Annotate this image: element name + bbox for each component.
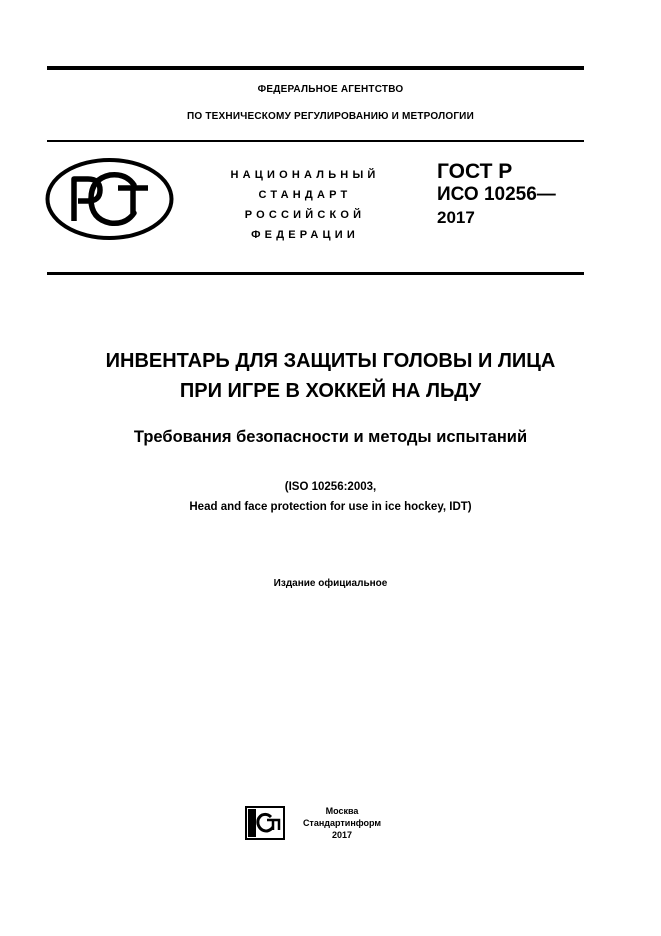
header-rule [47,140,584,142]
standard-label-line-2: СТАНДАРТ [258,189,352,201]
publisher-info [292,805,392,841]
agency-line-1: ФЕДЕРАЛЬНОЕ АГЕНТСТВО [257,84,404,95]
rst-logo-icon [44,157,175,241]
standard-code-line-1: ГОСТ Р [437,160,513,183]
iso-reference-line-2: Head and face protection for use in ice hockey, IDT) [189,501,472,513]
standard-label-line-4: ФЕДЕРАЦИИ [251,229,359,241]
standard-code-line-2: ИСО 10256— [437,184,556,205]
top-rule [47,66,584,70]
standard-label-line-1: НАЦИОНАЛЬНЫЙ [230,169,380,181]
separator-rule [47,272,584,275]
title-line-1: ИНВЕНТАРЬ ДЛЯ ЗАЩИТЫ ГОЛОВЫ И ЛИЦА [105,350,556,372]
document-title [0,346,661,406]
title-line-2: ПРИ ИГРЕ В ХОККЕЙ НА ЛЬДУ [179,380,482,402]
document-subtitle: Требования безопасности и методы испытаний [133,428,528,446]
edition-label: Издание официальное [273,578,388,589]
standard-label [200,165,410,245]
publisher-year: 2017 [331,830,353,840]
iso-reference-line-1: (ISO 10256:2003, [284,481,377,493]
standard-code-line-3: 2017 [437,208,475,227]
publisher-city: Москва [325,806,359,816]
standartinform-logo-icon [245,806,285,840]
iso-reference [0,477,661,517]
publisher-name: Стандартинформ [302,818,382,828]
standard-label-line-3: РОССИЙСКОЙ [244,209,366,221]
agency-line-2: ПО ТЕХНИЧЕСКОМУ РЕГУЛИРОВАНИЮ И МЕТРОЛОГИИ [187,111,474,122]
